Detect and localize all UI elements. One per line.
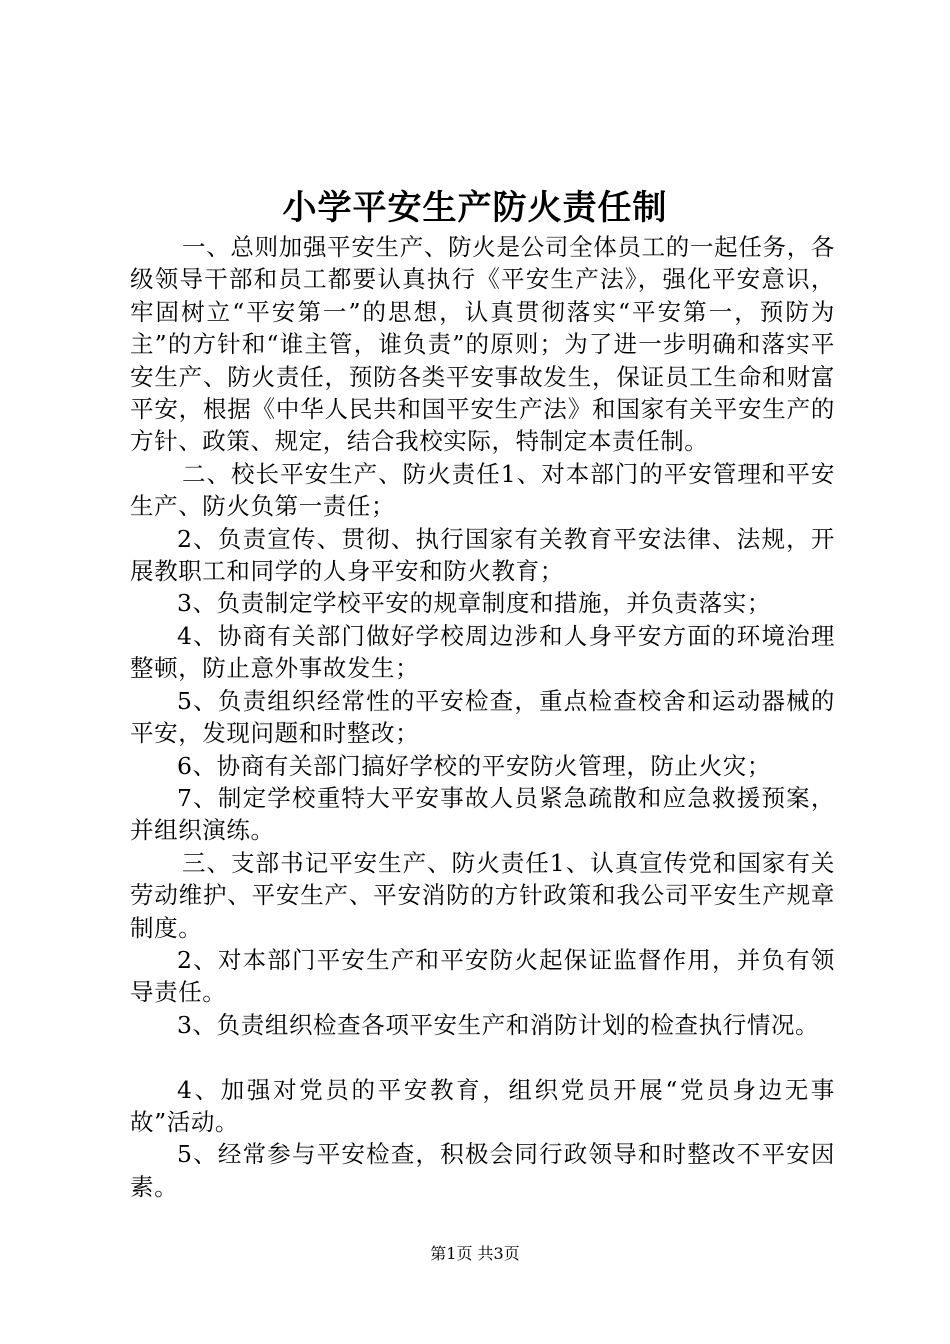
page-number-footer: 第1页 共3页 (430, 1244, 520, 1263)
paragraph-principal-item-6: 6、协商有关部门搞好学校的平安防火管理，防止火灾； (177, 751, 771, 780)
paragraph-general: 一、总则加强平安生产、防火是公司全体员工的一起任务，各级领导干部和员工都要认真执行《平安生产法》，强化平安意识，牢固树立“平安第一”的思想，认真贯彻落实“平安第一，预防为主”的方针和“谁主管，谁负责”的原则；为了进一步明确和落实平安生产、防火责任，预防各类平安事故发生，保证员工生命和财富平安，根据《中华人民共和国平安生产法》和国家有关平安生产的方针、政策、规定，结合我校实际，特制定本责任制。 (130, 233, 835, 456)
paragraph-secretary-item-2: 2、对本部门平安生产和平安防火起保证监督作用，并负有领导责任。 (130, 945, 835, 1007)
paragraph-spacer (130, 1041, 835, 1073)
document-title: 小学平安生产防火责任制 (282, 188, 668, 228)
paragraph-principal-item-4: 4、协商有关部门做好学校周边涉和人身平安方面的环境治理整顿，防止意外事故发生； (130, 621, 835, 683)
paragraph-principal-item-3: 3、负责制定学校平安的规章制度和措施，并负责落实； (177, 589, 771, 618)
paragraph-principal-item-7: 7、制定学校重特大平安事故人员紧急疏散和应急救援预案，并组织演练。 (130, 783, 835, 845)
paragraph-principal-heading: 二、校长平安生产、防火责任1、对本部门的平安管理和平安生产、防火负第一责任； (130, 459, 835, 521)
paragraph-secretary-item-5: 5、经常参与平安检查，积极会同行政领导和时整改不平安因素。 (130, 1140, 835, 1201)
document-body (130, 231, 835, 1203)
paragraph-secretary-heading: 三、支部书记平安生产、防火责任1、认真宣传党和国家有关劳动维护、平安生产、平安消防的方针政策和我公司平安生产规章制度。 (130, 848, 835, 942)
paragraph-secretary-item-3: 3、负责组织检查各项平安生产和消防计划的检查执行情况。 (177, 1010, 820, 1039)
paragraph-principal-item-5: 5、负责组织经常性的平安检查，重点检查校舍和运动器械的平安，发现问题和时整改； (130, 686, 835, 748)
paragraph-secretary-item-4: 4、加强对党员的平安教育，组织党员开展“党员身边无事故”活动。 (130, 1075, 835, 1136)
paragraph-principal-item-2: 2、负责宣传、贯彻、执行国家有关教育平安法律、法规，开展教职工和同学的人身平安和防火教育； (130, 524, 835, 586)
